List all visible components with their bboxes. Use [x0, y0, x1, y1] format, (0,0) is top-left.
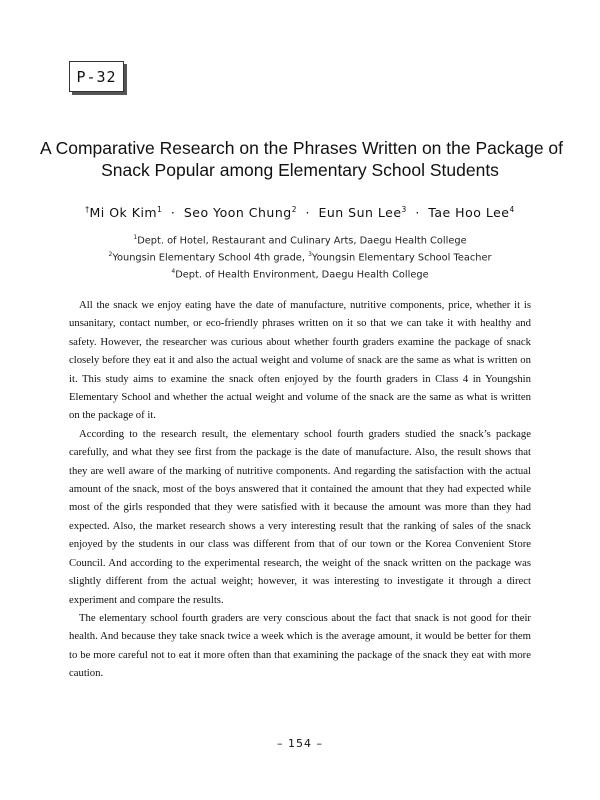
- author-affil-ref: 2: [291, 205, 297, 214]
- paragraph-3: The elementary school fourth graders are very conscious about the fact that snack is not good for their health. And because they take snack twice a week which is the average amount, it would be better for them to be more careful not to eat it more often than that examining the package of the snack they eat with more caution.: [69, 611, 531, 680]
- paper-title: [40, 137, 564, 181]
- abstract-body: [69, 296, 531, 683]
- paragraph-2: According to the research result, the elementary school fourth graders studied the snack’s package carefully, and what they see first from the package is the date of manufacture. Also, the result shows that they are well aware of the marking of nutritive components. And regarding the satisfaction with the actual amount of the snack, most of the boys answered that it contained the amount that they had expected while most of the girls responded that they were satisfied with it because the amount was more than they had expected. Also, the market research shows a very interesting result that the ranking of sales of the snack enjoyed by the students in our class was different from that of our town or the Korea Convenient Store Council. And according to the experimental research, the weight of the snack written on the package was slightly different from the actual weight; however, it was interesting to investigate it through a direct experiment and compare the results.: [69, 427, 531, 606]
- author-separator: ·: [170, 205, 176, 221]
- author-separator: ·: [305, 205, 310, 221]
- corresponding-mark: †: [85, 205, 90, 214]
- affil-number: 3: [308, 250, 312, 258]
- affil-text: Youngsin Elementary School 4th grade,: [112, 252, 309, 264]
- affiliation-line-1: [40, 231, 560, 248]
- author-1: [85, 205, 162, 220]
- author-3: [318, 205, 406, 220]
- author-affil-ref: 3: [401, 205, 407, 214]
- poster-code: P-32: [76, 67, 117, 86]
- author-separator: ·: [415, 205, 420, 221]
- affil-text: Dept. of Health Environment, Daegu Health College: [175, 268, 429, 280]
- author-affil-ref: 4: [509, 205, 515, 214]
- affil-text: Youngsin Elementary School Teacher: [311, 252, 492, 264]
- affil-number: 2: [108, 250, 113, 258]
- paragraph-1: All the snack we enjoy eating have the date of manufacture, nutritive components, price, whether it is unsanitary, contact number, or eco-friendly phrases written on it so that we can take it with healthy and safety. However, the researcher was curious about whether fourth graders examine the package of snack closely before they eat it and also the actual weight and volume of snack are the same as what is written on it. This study aims to examine the snack often enjoyed by the fourth graders in Class 4 in Youngshin Elementary School and whether the actual weight and volume of the snack are the same as what is written on the package of it.: [69, 299, 531, 422]
- affil-text: Dept. of Hotel, Restaurant and Culinary Arts, Daegu Health College: [137, 235, 467, 247]
- poster-code-box: [69, 61, 124, 92]
- author-name: Mi Ok Kim: [89, 205, 158, 221]
- affiliations: [40, 231, 560, 281]
- affil-number: 4: [171, 267, 176, 275]
- affiliation-line-2: [40, 248, 560, 265]
- affil-number: 1: [133, 234, 138, 241]
- author-affil-ref: 1: [157, 205, 163, 214]
- title-line-1: A Comparative Research on the Phrases Written on the Package of: [40, 138, 564, 158]
- affiliation-line-3: [40, 265, 560, 282]
- author-name: Eun Sun Lee: [318, 205, 402, 221]
- author-name: Seo Yoon Chung: [183, 205, 292, 221]
- author-4: [428, 205, 514, 220]
- author-name: Tae Hoo Lee: [428, 205, 510, 221]
- author-2: [184, 205, 297, 220]
- page-number: – 154 –: [277, 737, 323, 750]
- title-line-2: Snack Popular among Elementary School Students: [101, 160, 499, 180]
- author-list: [40, 205, 560, 220]
